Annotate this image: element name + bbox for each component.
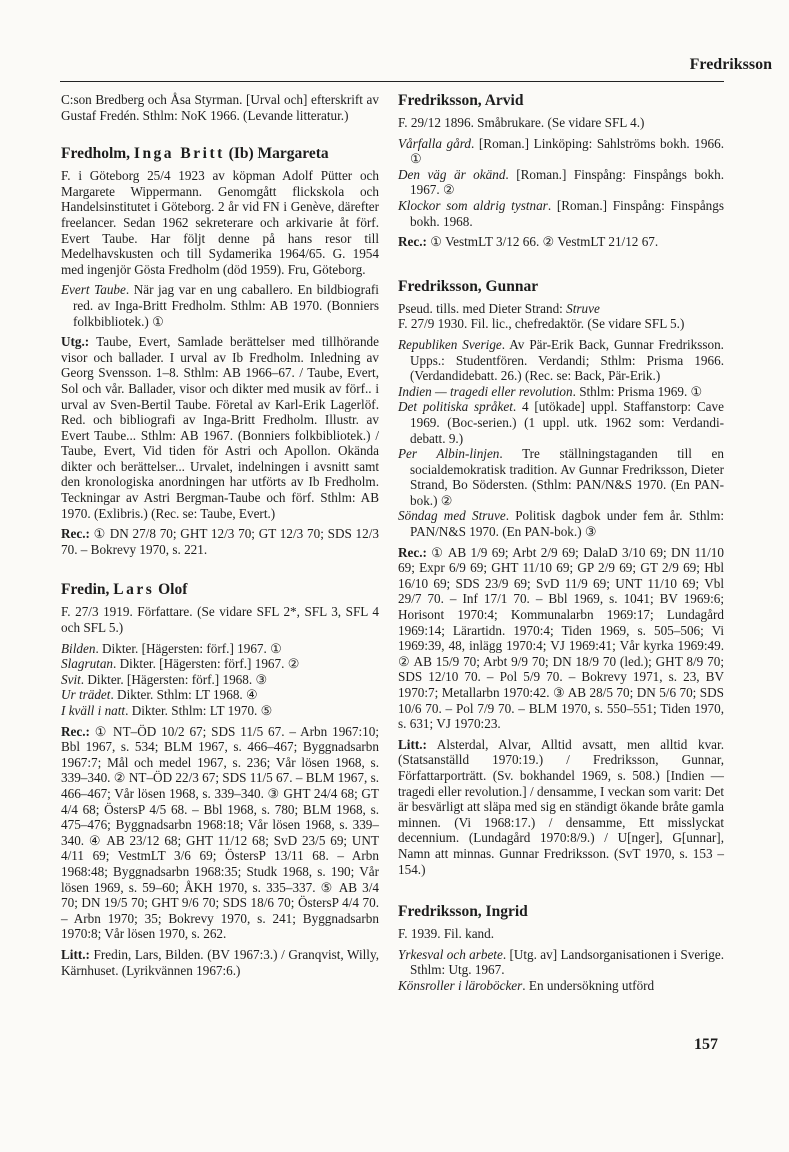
work-item: Svit. Dikter. [Hägersten: förf.] 1968. ③ [61, 671, 268, 687]
entry-heading-ingrid: Fredriksson, Ingrid [398, 903, 528, 921]
rec-paragraph: Rec.: ① NT–ÖD 10/2 67; SDS 11/5 67. – Arbn 1967:10; Bbl 1967, s. 534; BLM 1967, s. 466–467; Byggnadsarbn 1967:7; Mål och medel 1967, s. 236; Vår lösen 1968, s. 339–340. ② NT–ÖD 22/3 67; SDS 11/5 67. – BLM 1967, s. 466–467; Vår lösen 1968, s. 339–340. ③ GHT 24/4 68; GT 4/4 68; ÖstersP 4/5 68. – Bbl 1968, s. 780; BLM 1968, s. 475–476; Byggnadsarbn 1968:18; Vår lösen 1968, s. 339–340. ④ AB 23/12 68; GHT 11/12 68; SvD 23/5 69; UNT 4/11 69; VestmLT 3/6 69; ÖstersP 13/11 68. – Arbn 1968:48; Byggnadsarbn 1968:35; Studk 1968, s. 190; Vår lösen 1969, s. 59–60; ÅKH 1970, s. 335–337. ⑤ AB 3/4 70; DN 19/5 70; GHT 9/6 70; SDS 18/6 70; ÖstersP 4/4 70. – Arbn 1970; 35; Bokrevy 1970, s. 241; Byggnadsarbn 1970:8; Vår lösen 1970, s. 262. [61, 723, 379, 942]
work-item: Den väg är okänd. [Roman.] Finspång: Finspångs bokh. 1967. ② [398, 166, 725, 198]
entry-bio: Pseud. tills. med Dieter Strand: Struve F. 27/9 1930. Fil. lic., chefredaktör. (Se vidare SFL 5.) [398, 300, 685, 332]
work-item: Det politiska språket. 4 [utökade] uppl. Staffanstorp: Cave 1969. (Boc-serien.) (1 uppl. utk. 1962 som: Verdandi-debatt. 9.) [398, 399, 724, 446]
entry-heading-gunnar: Fredriksson, Gunnar [398, 277, 539, 295]
work-item: I kväll i natt. Dikter. Sthlm: LT 1970. ⑤ [61, 703, 273, 718]
entry-heading-fredin: Fredin, Lars Olof [61, 581, 188, 599]
entry-bio: F. i Göteborg 25/4 1923 av köpman Adolf Pütter och Margarete Wippermann. Genomgått flickskola och Handelsinstitutet i Göteborg. 2 år vid FN i Genève, därefter freelancer. Sedan 1962 sekreterare och arkivarie åt förf. Evert Taube. Har följt denne på hans resor till Medelhavskusten och till Sydamerika 1964/65. G. 1954 med ingenjör Gösta Fredholm (död 1959). Fru, Göteborg. [61, 168, 379, 277]
work-item: Per Albin-linjen. Tre ställningstaganden till en socialdemokratisk tradition. Av Gunnar Fredriksson, Dieter Strand, Bo Södersten. (Sthlm: PAN/N&S 1970. (En PAN-bok.) ② [398, 446, 724, 508]
work-item: Evert Taube. När jag var en ung caballero. En bildbiografi red. av Inga-Britt Fredholm. Sthlm: AB 1970. (Bonniers folkbibliotek.) ① [61, 282, 379, 329]
work-item: Republiken Sverige. Av Pär-Erik Back, Gunnar Fredriksson. Upps.: Studentfören. Verdandi; Sthlm: Prisma 1966. (Verdandidebatt. 26.) (Rec. se: Back, Pär-Erik.) [398, 336, 724, 384]
work-item: Söndag med Struve. Politisk dagbok under fem år. Sthlm: PAN/N&S 1970. (En PAN-bok.) ③ [398, 508, 724, 540]
work-item: Vårfalla gård. [Roman.] Linköping: Sahlströms bokh. 1966. ① [398, 135, 724, 167]
rec-paragraph: Rec.: ① AB 1/9 69; Arbt 2/9 69; DalaD 3/10 69; DN 11/10 69; Expr 6/9 69; GHT 11/10 69; GP 2/9 69; GT 2/9 69; Hbl 16/10 69; SDS 23/9 69; SvD 11/9 69; UNT 11/10 69; Vbl 29/7 70. – Inf 17/1 70. – Bbl 1969, s. 1041; BV 1969:6; Horisont 1970:4; Kommunalarbn 1969:17; Lundagård 1969:14; Lärartidn. 1970:4; Tiden 1969, s. 505–506; Vi 1969:39, 48, inlägg 1970:4; VJ 1969:41; Vår kyrka 1969:49. ② AB 15/9 70; Arbt 9/9 70; DN 18/9 70 (led.); GHT 8/9 70; SDS 12/10 70. – Pol 5/9 70. – Bokrevy 1971, s. 23, BV 1970:7; Metallarbn 1970:42. ③ AB 28/5 70; DN 5/6 70; SDS 10/6 70. – Pol 7/9 70. – BLM 1970, s. 550–551; Tiden 1970, s. 631; VJ 1970:23. [398, 544, 724, 732]
work-item: Klockor som aldrig tystnar. [Roman.] Finspång: Finspångs bokh. 1968. [398, 197, 724, 229]
left-column [61, 92, 379, 978]
work-item: Slagrutan. Dikter. [Hägersten: förf.] 1967. ② [61, 656, 300, 672]
litt-paragraph: Litt.: Alsterdal, Alvar, Alltid avsatt, men alltid kvar. (Statsanställd 1970:19.) / Fredriksson, Gunnar, Författarporträtt. (Sv. bokhandel 1969, s. 508.) [Indien — tragedi eller revolution.] / densamme, I veckan som varit: Det är besvärligt att släpa med sig en ständigt ökande bråte gamla minnen. (Vi 1968:17.) / densamme, Ett misslyckat decennium. (Lundagård 1970:8/9.) / U[nger], G[unnar], Namn att minnas. Gunnar Fredriksson. (SvT 1970, s. 153 –154.) [398, 736, 724, 877]
utg-paragraph: Utg.: Taube, Evert, Samlade berättelser med tillhörande visor och ballader. I urval av Ib Fredholm. Inledning av Georg Svensson. 1–8. Sthlm: AB 1966–67. / Taube, Evert, Sol och vår. Ballader, visor och dikter med musik av förf.. i urval av Sven-Bertil Taube. Företal av Karl-Erik Lagerlöf. Red. och bibliografi av Inga-Britt Fredholm. Illustr. av Evert Taube... Sthlm: AB 1967. (Bonniers folkbibliotek.) / Taube, Evert, Vid tiden för Astri och Apollon. Okända dikter och berättelser... Urvalet, indelningen i avsnitt samt den kronologiska anordningen har utförts av Ib Fredholm. Teckningar av Astri Bergman-Taube och förf. Sthlm: AB 1970. (Exlibris.) (Rec. se: Taube, Evert.) [61, 334, 379, 521]
work-item: Yrkesval och arbete. [Utg. av] Landsorganisationen i Sverige. Sthlm: Utg. 1967. [398, 946, 724, 978]
continued-entry-text: C:son Bredberg och Åsa Styrman. [Urval och] efterskrift av Gustaf Fredén. Sthlm: NoK 1966. (Levande litteratur.) [61, 92, 379, 123]
entry-bio: F. 27/3 1919. Författare. (Se vidare SFL 2*, SFL 3, SFL 4 och SFL 5.) [61, 604, 379, 636]
entry-bio: F. 29/12 1896. Småbrukare. (Se vidare SFL 4.) [398, 115, 645, 130]
entry-heading-fredholm: Fredholm, Inga Britt (Ib) Margareta [61, 145, 329, 163]
running-title: Fredriksson [689, 56, 772, 73]
work-item: Ur trädet. Dikter. Sthlm: LT 1968. ④ [61, 687, 258, 703]
entry-bio: F. 1939. Fil. kand. [398, 926, 495, 942]
work-item: Indien — tragedi eller revolution. Sthlm: Prisma 1969. ① [398, 383, 703, 399]
page-number: 157 [694, 1036, 718, 1053]
header-rule [60, 81, 724, 82]
rec-paragraph: Rec.: ① VestmLT 3/12 66. ② VestmLT 21/12 67. [398, 234, 659, 250]
litt-paragraph: Litt.: Fredin, Lars, Bilden. (BV 1967:3.) / Granqvist, Willy, Kärnhuset. (Lyrikvännen 1967:6.) [61, 946, 379, 978]
work-item: Könsroller i läroböcker. En undersökning utförd [398, 977, 655, 993]
right-column [398, 92, 724, 994]
entry-heading-arvid: Fredriksson, Arvid [398, 92, 524, 109]
rec-paragraph: Rec.: ① DN 27/8 70; GHT 12/3 70; GT 12/3 70; SDS 12/3 70. – Bokrevy 1970, s. 221. [61, 526, 379, 557]
work-item: Bilden. Dikter. [Hägersten: förf.] 1967. ① [61, 640, 282, 656]
